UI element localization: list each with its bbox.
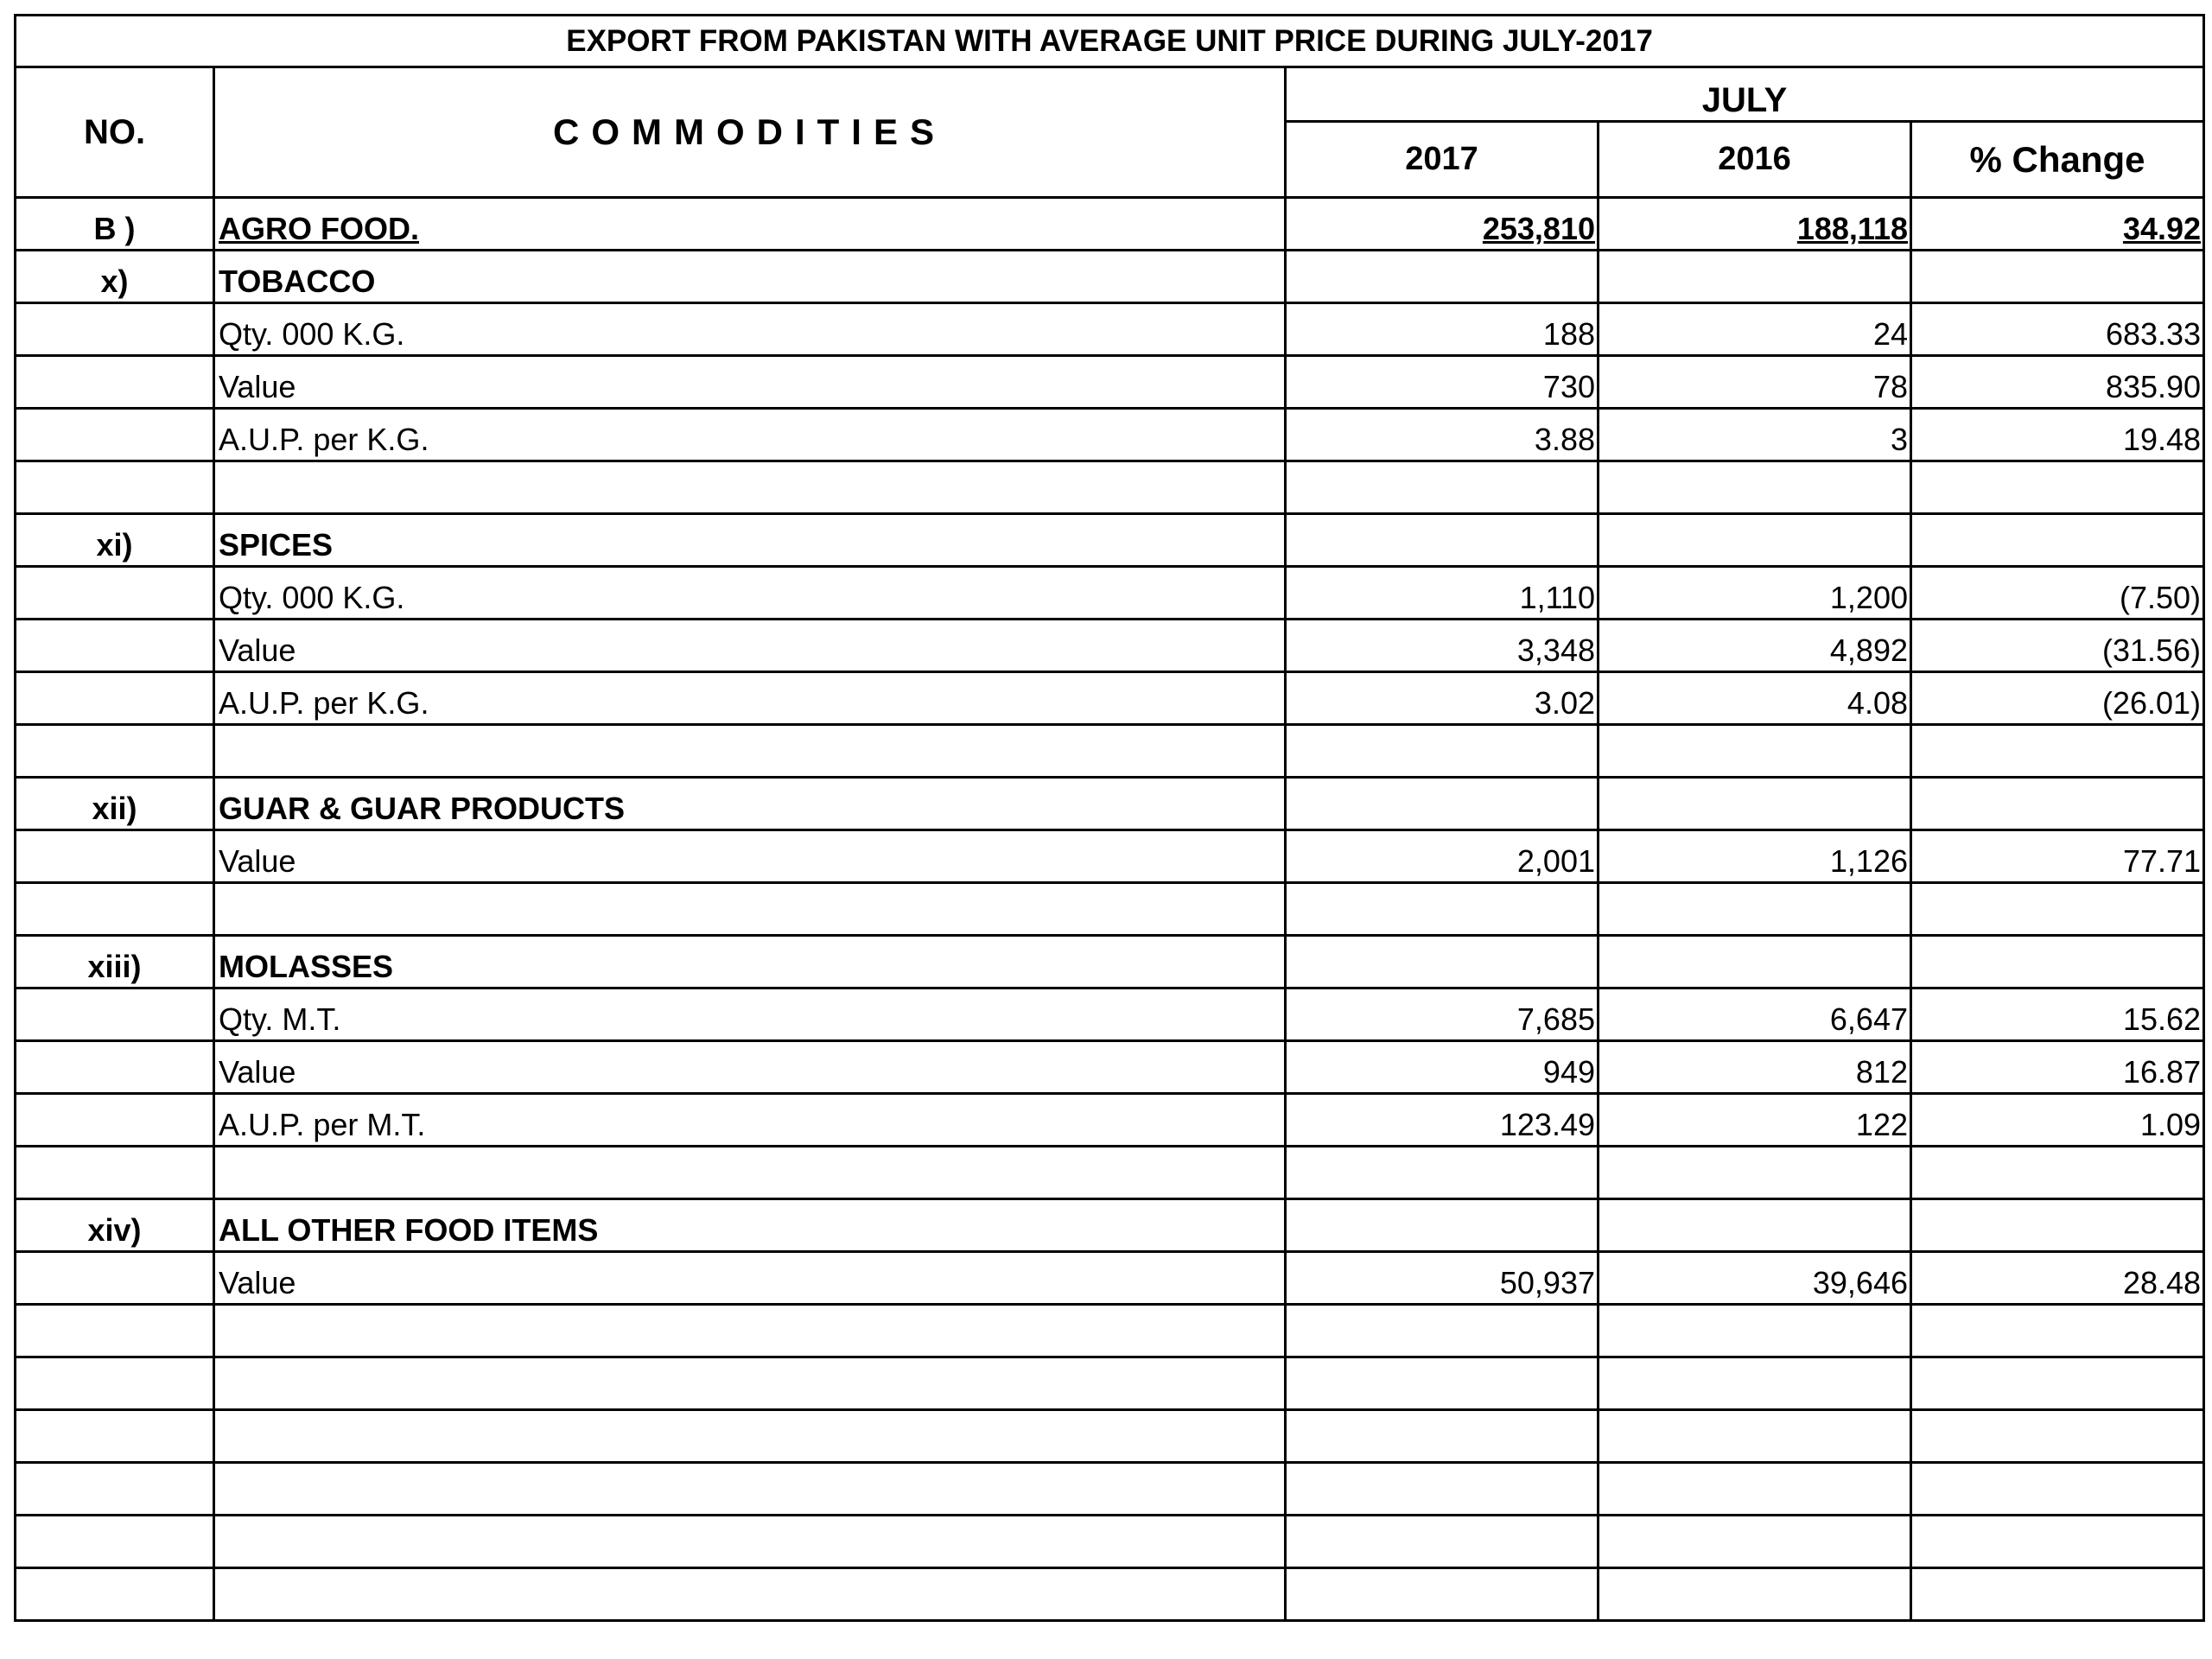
value-2016: 4.08 — [1599, 672, 1911, 725]
table-row — [16, 778, 2204, 830]
value-2016: 122 — [1599, 1094, 1911, 1147]
commodity-label: AGRO FOOD. — [214, 198, 1286, 251]
commodity-label: Value — [214, 620, 1286, 672]
row-number — [16, 1147, 214, 1199]
pct-change-value: 683.33 — [1911, 303, 2204, 356]
row-number — [16, 303, 214, 356]
commodity-label — [214, 1305, 1286, 1357]
table-row — [16, 1516, 2204, 1568]
pct-change-value — [1911, 1199, 2204, 1252]
table-row — [16, 409, 2204, 461]
row-number — [16, 1410, 214, 1463]
commodity-label — [214, 1516, 1286, 1568]
export-table — [14, 14, 2205, 1622]
value-2017: 123.49 — [1286, 1094, 1599, 1147]
row-number — [16, 567, 214, 620]
value-2017: 3,348 — [1286, 620, 1599, 672]
value-2016: 1,126 — [1599, 830, 1911, 883]
value-2016: 3 — [1599, 409, 1911, 461]
header-year-2017: 2017 — [1286, 122, 1599, 198]
table-row — [16, 1357, 2204, 1410]
value-2017: 188 — [1286, 303, 1599, 356]
value-2017 — [1286, 251, 1599, 303]
value-2016: 78 — [1599, 356, 1911, 409]
commodity-label — [214, 1568, 1286, 1621]
commodity-label — [214, 1357, 1286, 1410]
row-number — [16, 356, 214, 409]
pct-change-value — [1911, 1516, 2204, 1568]
pct-change-value — [1911, 1147, 2204, 1199]
pct-change-value: 835.90 — [1911, 356, 2204, 409]
value-2016: 24 — [1599, 303, 1911, 356]
pct-change-value: 28.48 — [1911, 1252, 2204, 1305]
value-2016 — [1599, 1357, 1911, 1410]
pct-change-value — [1911, 461, 2204, 514]
header-pct-change: % Change — [1911, 122, 2204, 198]
commodity-label — [214, 1463, 1286, 1516]
table-row — [16, 1147, 2204, 1199]
value-2017 — [1286, 778, 1599, 830]
row-number — [16, 1094, 214, 1147]
value-2016 — [1599, 883, 1911, 936]
value-2017 — [1286, 1147, 1599, 1199]
row-number: x) — [16, 251, 214, 303]
pct-change-value — [1911, 1305, 2204, 1357]
value-2016 — [1599, 1410, 1911, 1463]
value-2016 — [1599, 1199, 1911, 1252]
pct-change-value — [1911, 778, 2204, 830]
value-2017: 7,685 — [1286, 988, 1599, 1041]
commodity-label — [214, 1147, 1286, 1199]
header-year-2016: 2016 — [1599, 122, 1911, 198]
commodity-label — [214, 461, 1286, 514]
pct-change-value — [1911, 1463, 2204, 1516]
commodity-label: A.U.P. per M.T. — [214, 1094, 1286, 1147]
table-row — [16, 1094, 2204, 1147]
row-number — [16, 1516, 214, 1568]
pct-change-value: (7.50) — [1911, 567, 2204, 620]
value-2017 — [1286, 514, 1599, 567]
row-number — [16, 1041, 214, 1094]
value-2016 — [1599, 1147, 1911, 1199]
row-number — [16, 725, 214, 778]
value-2016 — [1599, 1516, 1911, 1568]
row-number — [16, 1252, 214, 1305]
value-2017 — [1286, 936, 1599, 988]
pct-change-value: 1.09 — [1911, 1094, 2204, 1147]
export-sheet — [14, 14, 2202, 1643]
table-row — [16, 1041, 2204, 1094]
value-2016: 1,200 — [1599, 567, 1911, 620]
value-2017 — [1286, 1463, 1599, 1516]
value-2017 — [1286, 1305, 1599, 1357]
commodity-label: Qty. M.T. — [214, 988, 1286, 1041]
pct-change-value — [1911, 883, 2204, 936]
commodity-label — [214, 1410, 1286, 1463]
pct-change-value — [1911, 936, 2204, 988]
pct-change-value: 19.48 — [1911, 409, 2204, 461]
row-number — [16, 461, 214, 514]
value-2016: 4,892 — [1599, 620, 1911, 672]
row-number: B ) — [16, 198, 214, 251]
value-2017 — [1286, 461, 1599, 514]
value-2017: 50,937 — [1286, 1252, 1599, 1305]
value-2017 — [1286, 1410, 1599, 1463]
header-no: NO. — [16, 67, 214, 198]
row-number: xiv) — [16, 1199, 214, 1252]
table-row — [16, 356, 2204, 409]
value-2016 — [1599, 461, 1911, 514]
commodity-label: Qty. 000 K.G. — [214, 303, 1286, 356]
table-row — [16, 198, 2204, 251]
commodity-label: A.U.P. per K.G. — [214, 672, 1286, 725]
value-2017 — [1286, 1199, 1599, 1252]
table-row — [16, 1305, 2204, 1357]
commodity-label — [214, 883, 1286, 936]
commodity-label: Value — [214, 830, 1286, 883]
pct-change-value — [1911, 1357, 2204, 1410]
table-row — [16, 1199, 2204, 1252]
value-2017: 253,810 — [1286, 198, 1599, 251]
value-2016 — [1599, 725, 1911, 778]
table-row — [16, 303, 2204, 356]
pct-change-value: 34.92 — [1911, 198, 2204, 251]
commodity-label: Value — [214, 1041, 1286, 1094]
table-row — [16, 672, 2204, 725]
table-row — [16, 567, 2204, 620]
commodity-label: ALL OTHER FOOD ITEMS — [214, 1199, 1286, 1252]
row-number: xii) — [16, 778, 214, 830]
table-row — [16, 830, 2204, 883]
value-2017: 2,001 — [1286, 830, 1599, 883]
row-number — [16, 409, 214, 461]
value-2017 — [1286, 1516, 1599, 1568]
row-number — [16, 1305, 214, 1357]
table-row — [16, 1410, 2204, 1463]
row-number — [16, 830, 214, 883]
value-2017: 949 — [1286, 1041, 1599, 1094]
value-2017 — [1286, 883, 1599, 936]
value-2017: 730 — [1286, 356, 1599, 409]
value-2016 — [1599, 778, 1911, 830]
table-row — [16, 1568, 2204, 1621]
table-row — [16, 620, 2204, 672]
table-row — [16, 936, 2204, 988]
value-2017 — [1286, 1357, 1599, 1410]
pct-change-value — [1911, 514, 2204, 567]
value-2016: 39,646 — [1599, 1252, 1911, 1305]
row-number: xi) — [16, 514, 214, 567]
commodity-label: MOLASSES — [214, 936, 1286, 988]
value-2016: 812 — [1599, 1041, 1911, 1094]
table-row — [16, 1252, 2204, 1305]
table-row — [16, 883, 2204, 936]
value-2016 — [1599, 514, 1911, 567]
pct-change-value — [1911, 1410, 2204, 1463]
value-2017 — [1286, 1568, 1599, 1621]
row-number — [16, 1357, 214, 1410]
table-row — [16, 988, 2204, 1041]
pct-change-value — [1911, 1568, 2204, 1621]
commodity-label: TOBACCO — [214, 251, 1286, 303]
row-number — [16, 672, 214, 725]
header-period: JULY — [1286, 67, 2204, 122]
pct-change-value — [1911, 251, 2204, 303]
pct-change-value — [1911, 725, 2204, 778]
commodity-label: Qty. 000 K.G. — [214, 567, 1286, 620]
value-2016 — [1599, 1568, 1911, 1621]
value-2016: 6,647 — [1599, 988, 1911, 1041]
value-2016 — [1599, 936, 1911, 988]
table-row — [16, 251, 2204, 303]
row-number — [16, 988, 214, 1041]
pct-change-value: (26.01) — [1911, 672, 2204, 725]
pct-change-value: 77.71 — [1911, 830, 2204, 883]
commodity-label: Value — [214, 356, 1286, 409]
value-2017: 3.02 — [1286, 672, 1599, 725]
row-number: xiii) — [16, 936, 214, 988]
table-row — [16, 725, 2204, 778]
table-row — [16, 1463, 2204, 1516]
commodity-label — [214, 725, 1286, 778]
commodity-label: SPICES — [214, 514, 1286, 567]
pct-change-value: (31.56) — [1911, 620, 2204, 672]
commodity-label: Value — [214, 1252, 1286, 1305]
value-2016 — [1599, 251, 1911, 303]
value-2016 — [1599, 1463, 1911, 1516]
table-title: EXPORT FROM PAKISTAN WITH AVERAGE UNIT PRICE DURING JULY-2017 — [16, 16, 2204, 67]
commodity-label: GUAR & GUAR PRODUCTS — [214, 778, 1286, 830]
table-row — [16, 461, 2204, 514]
header-commodities: COMMODITIES — [214, 67, 1286, 198]
row-number — [16, 1463, 214, 1516]
value-2017 — [1286, 725, 1599, 778]
pct-change-value: 15.62 — [1911, 988, 2204, 1041]
value-2016: 188,118 — [1599, 198, 1911, 251]
row-number — [16, 1568, 214, 1621]
commodity-label: A.U.P. per K.G. — [214, 409, 1286, 461]
pct-change-value: 16.87 — [1911, 1041, 2204, 1094]
row-number — [16, 883, 214, 936]
value-2017: 1,110 — [1286, 567, 1599, 620]
value-2017: 3.88 — [1286, 409, 1599, 461]
value-2016 — [1599, 1305, 1911, 1357]
table-row — [16, 514, 2204, 567]
row-number — [16, 620, 214, 672]
